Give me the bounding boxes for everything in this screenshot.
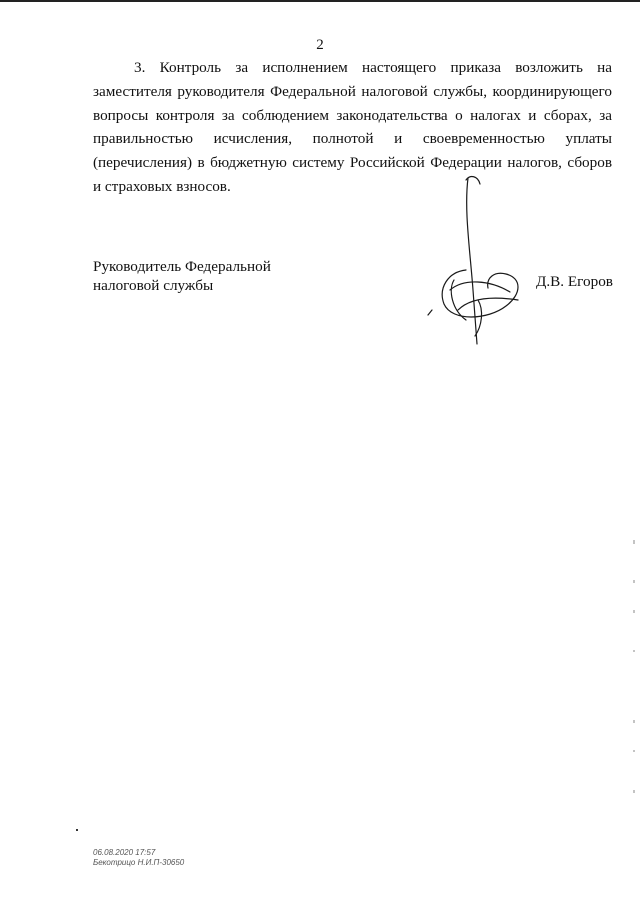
handwritten-signature: [418, 170, 540, 350]
footer-stamp: [93, 848, 184, 868]
scan-edge-marks: [630, 540, 638, 840]
page-number: 2: [316, 37, 324, 53]
footer-registry: Бекотрицо Н.И.П-30650: [93, 858, 185, 867]
footer-timestamp: 06.08.2020 17:57: [93, 848, 156, 857]
paragraph-3: 3. Контроль за исполнением настоящего приказа возложить на заместителя руководителя Федеральной налоговой службы, координирующего вопросы контроля за соблюдением законодательства о налогах и сборах, за правильностью исчисления, полнотой и своевременностью уплаты (перечисления) в бюджетную систему Российской Федерации налогов, сборов и страховых взносов.: [93, 59, 612, 195]
footer-dot: [76, 829, 78, 831]
signer-title-line-1: Руководитель Федеральной: [93, 258, 271, 275]
signer-title-line-2: налоговой службы: [93, 277, 214, 294]
scan-top-edge: [0, 0, 640, 2]
signer-name: Д.В. Егоров: [536, 273, 613, 290]
signer-title: [93, 257, 271, 295]
